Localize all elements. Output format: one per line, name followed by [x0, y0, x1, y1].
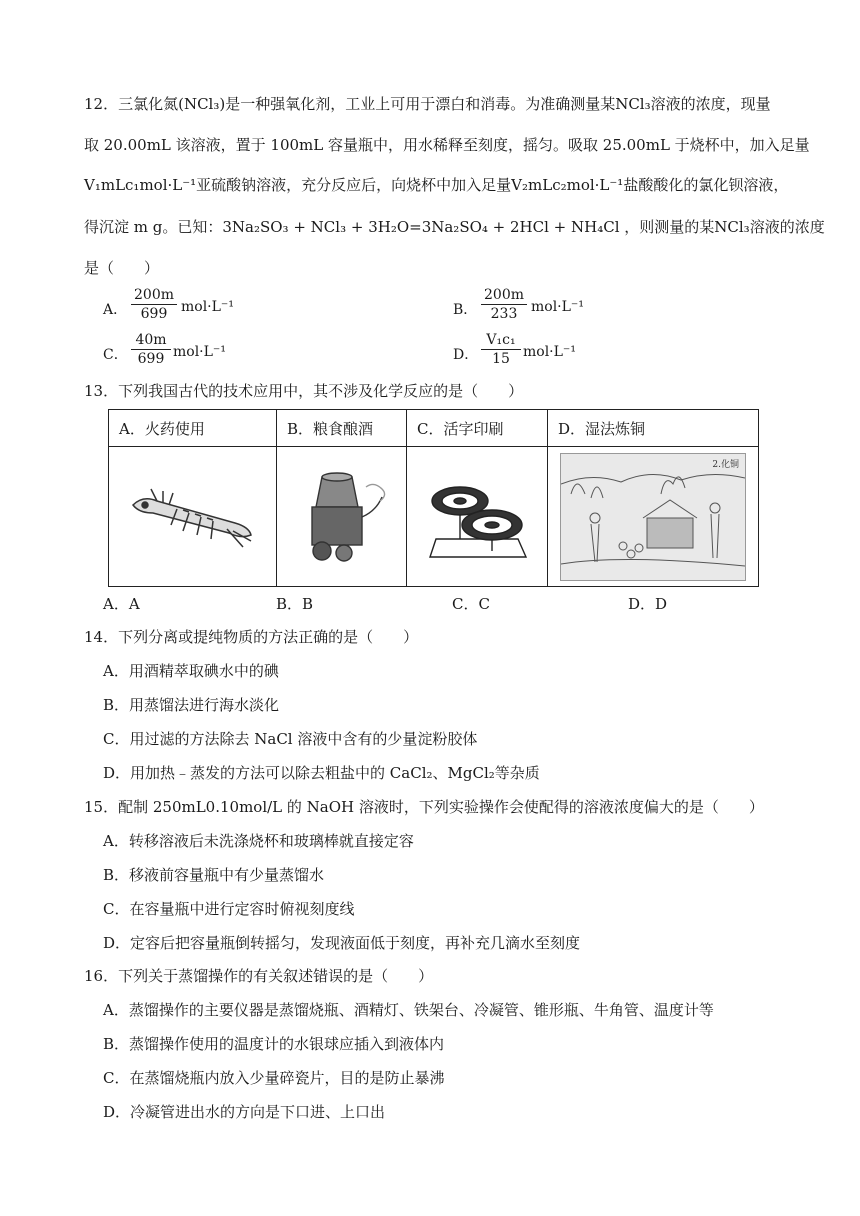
- q13-answer-d: D．D: [628, 595, 668, 613]
- q12-option-c-fraction: [131, 332, 171, 368]
- q13-answer-b: B．B: [276, 595, 314, 613]
- q15-option-c: C．在容量瓶中进行定容时俯视刻度线: [103, 900, 355, 918]
- q16-option-d: D．冷凝管进出水的方向是下口进、上口出: [103, 1103, 386, 1121]
- q14-option-d: D．用加热﹣蒸发的方法可以除去粗盐中的 CaCl₂、MgCl₂等杂质: [103, 764, 540, 782]
- q12-option-a-letter: A．: [103, 302, 128, 318]
- q12-option-c-denominator: 699: [137, 351, 165, 367]
- q15-option-d: D．定容后把容量瓶倒转摇匀，发现液面低于刻度，再补充几滴水至刻度: [103, 934, 581, 952]
- q16-stem: 16．下列关于蒸馏操作的有关叙述错误的是（ ）: [84, 967, 434, 985]
- q12-option-a-numerator: 200m: [131, 287, 177, 305]
- q14-option-c: C．用过滤的方法除去 NaCl 溶液中含有的少量淀粉胶体: [103, 730, 478, 748]
- q12-line-1: 12．三氯化氮(NCl₃)是一种强氧化剂，工业上可用于漂白和消毒。为准确测量某NCl₃溶液的浓度，现量: [84, 95, 771, 113]
- q12-option-d-denominator: 15: [492, 351, 510, 367]
- q13-stem: 13．下列我国古代的技术应用中，其不涉及化学反应的是（ ）: [84, 382, 524, 400]
- q15-option-a: A．转移溶液后未洗涤烧杯和玻璃棒就直接定容: [103, 832, 414, 850]
- q12-option-b-denominator: 233: [490, 306, 518, 322]
- q12-line-5: 是（ ）: [84, 259, 160, 277]
- q12-line-2: 取 20.00mL 该溶液，置于 100mL 容量瓶中，用水稀释至刻度，摇匀。吸取 25.00mL 于烧杯中，加入足量: [84, 136, 810, 154]
- q12-option-d-fraction: [481, 332, 521, 368]
- gunpowder-rocket-illustration: [123, 477, 263, 557]
- q12-option-d-numerator: V₁c₁: [481, 332, 521, 350]
- q15-stem: 15．配制 250mL0.10mol/L 的 NaOH 溶液时，下列实验操作会使配得的溶液浓度偏大的是（ ）: [84, 798, 764, 816]
- q12-option-a-fraction: [131, 287, 177, 323]
- q13-image-cell-c: [407, 447, 548, 587]
- q13-image-cell-d: [548, 447, 759, 587]
- q14-option-b: B．用蒸馏法进行海水淡化: [103, 696, 280, 714]
- q12-option-c-unit: mol·L⁻¹: [173, 344, 226, 360]
- q12-option-d-letter: D．: [453, 347, 479, 363]
- wine-brewing-vessel-illustration: [292, 467, 392, 567]
- q12-option-d-unit: mol·L⁻¹: [523, 344, 576, 360]
- q16-option-a: A．蒸馏操作的主要仪器是蒸馏烧瓶、酒精灯、铁架台、冷凝管、锥形瓶、牛角管、温度计等: [103, 1001, 714, 1019]
- q13-answer-c: C．C: [452, 595, 490, 613]
- q16-option-b: B．蒸馏操作使用的温度计的水银球应插入到液体内: [103, 1035, 445, 1053]
- movable-type-wheel-illustration: [422, 467, 532, 567]
- q12-option-a-denominator: 699: [140, 306, 168, 322]
- q12-option-b-letter: B．: [453, 302, 478, 318]
- q12-option-c-letter: C．: [103, 347, 128, 363]
- q12-line-3: V₁mLc₁mol·L⁻¹亚硫酸钠溶液，充分反应后，向烧杯中加入足量V₂mLc₂mol·L⁻¹盐酸酸化的氯化钡溶液，: [84, 176, 789, 194]
- q13-header-c: C．活字印刷: [407, 410, 548, 447]
- q13-header-b: B．粮食酿酒: [277, 410, 407, 447]
- q15-option-b: B．移液前容量瓶中有少量蒸馏水: [103, 866, 325, 884]
- wet-copper-smelting-illustration: [560, 453, 746, 581]
- q13-image-cell-b: [277, 447, 407, 587]
- q13-header-d: D．湿法炼铜: [548, 410, 759, 447]
- q13-options-table: [108, 409, 759, 587]
- q12-option-b-fraction: [481, 287, 527, 323]
- q13-answer-a: A．A: [103, 595, 140, 613]
- q12-option-b-numerator: 200m: [481, 287, 527, 305]
- q12-option-b-unit: mol·L⁻¹: [531, 299, 584, 315]
- q13-header-a: A．火药使用: [109, 410, 277, 447]
- q12-option-c-numerator: 40m: [131, 332, 171, 350]
- q16-option-c: C．在蒸馏烧瓶内放入少量碎瓷片，目的是防止暴沸: [103, 1069, 445, 1087]
- q12-line-4: 得沉淀 m g。已知：3Na₂SO₃ + NCl₃ + 3H₂O=3Na₂SO₄ + 2HCl + NH₄Cl ，则测量的某NCl₃溶液的浓度: [84, 218, 825, 236]
- q14-stem: 14．下列分离或提纯物质的方法正确的是（ ）: [84, 628, 419, 646]
- image-caption: 2.化铜: [712, 459, 739, 470]
- q14-option-a: A．用酒精萃取碘水中的碘: [103, 662, 279, 680]
- q12-option-a-unit: mol·L⁻¹: [181, 299, 234, 315]
- q13-image-cell-a: [109, 447, 277, 587]
